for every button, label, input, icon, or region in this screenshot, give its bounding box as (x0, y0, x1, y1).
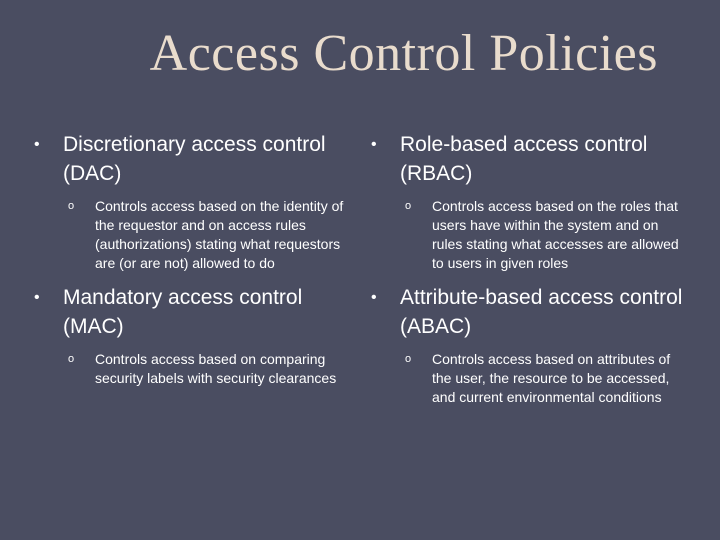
policy-description (371, 197, 689, 273)
policy-item-dac (34, 130, 352, 273)
policy-heading: Attribute-based access control (ABAC) (400, 286, 683, 338)
sub-bullet-icon: o (405, 200, 412, 212)
bullet-icon: • (371, 136, 377, 153)
policy-heading: Mandatory access control (MAC) (63, 286, 303, 338)
policy-heading: Discretionary access control (DAC) (63, 133, 326, 185)
sub-bullet-icon: o (405, 353, 412, 365)
policy-description-text: Controls access based on comparing security labels with security clearances (95, 351, 337, 386)
bullet-icon: • (371, 289, 377, 306)
policy-description-text: Controls access based on the roles that users have within the system and on rules stating what accesses are allowed to users in given roles (432, 198, 679, 271)
policy-description (34, 350, 352, 388)
policy-description-text: Controls access based on the identity of the requestor and on access rules (authorizations) stating what requestors are (or are not) allowed to do (95, 198, 344, 271)
left-column (34, 130, 352, 388)
policy-heading: Role-based access control (RBAC) (400, 133, 648, 185)
sub-bullet-icon: o (68, 200, 75, 212)
policy-item-rbac (371, 130, 689, 273)
policy-description-text: Controls access based on attributes of the user, the resource to be accessed, and current environmental conditions (432, 351, 671, 405)
slide-title: Access Control Policies (149, 25, 658, 82)
policy-description (34, 197, 352, 273)
policy-item-mac (34, 283, 352, 388)
right-column (371, 130, 689, 407)
bullet-icon: • (34, 289, 40, 306)
policy-item-abac (371, 283, 689, 407)
sub-bullet-icon: o (68, 353, 75, 365)
bullet-icon: • (34, 136, 40, 153)
policy-description (371, 350, 689, 407)
